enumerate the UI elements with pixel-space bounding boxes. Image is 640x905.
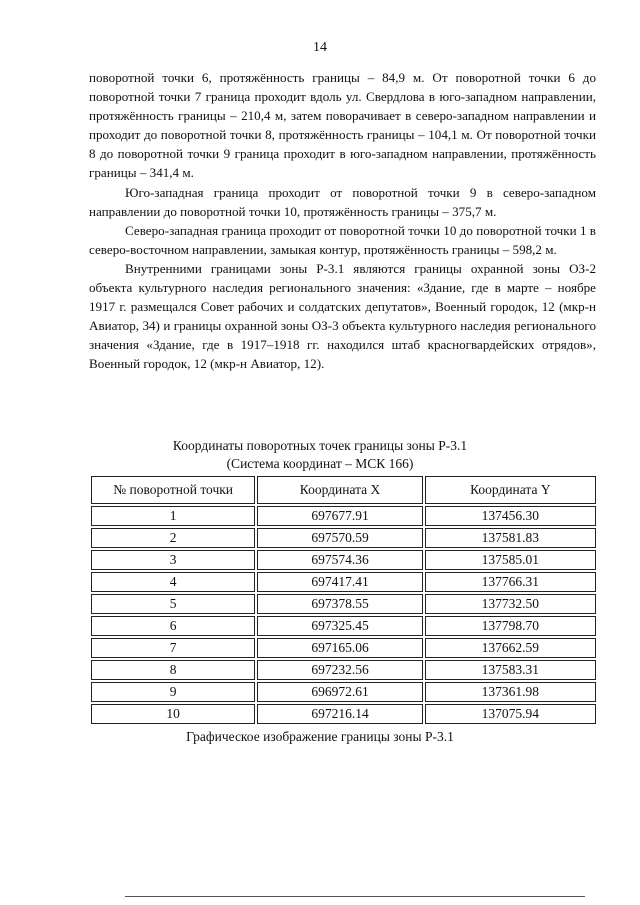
cell-coordinate-x: 697165.06 [257, 638, 422, 658]
cell-coordinate-y: 137075.94 [425, 704, 596, 724]
cell-coordinate-y: 137583.31 [425, 660, 596, 680]
page-number: 14 [313, 40, 327, 55]
table-caption-title: Координаты поворотных точек границы зоны Р-3.1 [172, 438, 468, 453]
cell-coordinate-x: 697325.45 [257, 616, 422, 636]
body-text [89, 68, 596, 374]
table-row [91, 528, 596, 548]
table-caption-system: (Система координат – МСК 166) [226, 456, 414, 471]
cell-coordinate-x: 697574.36 [257, 550, 422, 570]
cell-coordinate-x: 697232.56 [257, 660, 422, 680]
cell-coordinate-x: 697570.59 [257, 528, 422, 548]
table-caption [0, 437, 640, 473]
cell-coordinate-x: 697216.14 [257, 704, 422, 724]
table-row [91, 506, 596, 526]
table-header-row [91, 476, 596, 504]
cell-coordinate-y: 137581.83 [425, 528, 596, 548]
cell-coordinate-x: 697417.41 [257, 572, 422, 592]
cell-point-number: 5 [91, 594, 255, 614]
paragraph-southwest-boundary: Юго-западная граница проходит от поворотной точки 9 в северо-западном направлении до поворотной точки 10, протяжённость границы – 375,7 м. [89, 184, 596, 219]
header-point-number: № поворотной точки [91, 476, 255, 504]
cell-coordinate-y: 137766.31 [425, 572, 596, 592]
table-row [91, 550, 596, 570]
paragraph-inner-boundaries: Внутренними границами зоны Р-3.1 являются границы охранной зоны ОЗ-2 объекта культурного наследия регионального значения: «Здание, где в марте – ноябре 1917 г. размещался Совет рабочих и солдатских депутатов», Военный городок, 12 (мкр-н Авиатор, 34) и границы охранной зоны ОЗ-3 объекта культурного наследия регионального значения «Здание, где в 1917–1918 гг. находился штаб красногвардейских отрядов», Военный городок, 12 (мкр-н Авиатор, 12). [89, 260, 596, 372]
cell-point-number: 1 [91, 506, 255, 526]
paragraph-northwest-boundary: Северо-западная граница проходит от поворотной точки 10 до поворотной точки 1 в северо-восточном направлении, замыкая контур, протяжённость границы – 598,2 м. [89, 222, 596, 257]
cell-coordinate-x: 697378.55 [257, 594, 422, 614]
table-row [91, 660, 596, 680]
graphic-section-title: Графическое изображение границы зоны Р-3.1 [186, 729, 454, 744]
cell-coordinate-y: 137456.30 [425, 506, 596, 526]
table-row [91, 594, 596, 614]
cell-coordinate-y: 137732.50 [425, 594, 596, 614]
cell-coordinate-y: 137662.59 [425, 638, 596, 658]
bottom-divider [125, 896, 585, 897]
header-coordinate-y: Координата Y [425, 476, 596, 504]
cell-point-number: 9 [91, 682, 255, 702]
cell-coordinate-y: 137361.98 [425, 682, 596, 702]
table-row [91, 616, 596, 636]
cell-point-number: 2 [91, 528, 255, 548]
paragraph-continuation: поворотной точки 6, протяжённость границы – 84,9 м. От поворотной точки 6 до поворотной точки 7 граница проходит вдоль ул. Свердлова в юго-западном направлении, протяжённость границы – 210,4 м, затем поворачивает в северо-западном направлении и проходит до поворотной точки 8, протяжённость границы – 104,1 м. От поворотной точки 8 до поворотной точки 9 граница проходит в юго-западном направлении, протяжённость границы – 341,4 м. [89, 70, 596, 181]
table-row [91, 682, 596, 702]
table-row [91, 572, 596, 592]
cell-coordinate-y: 137798.70 [425, 616, 596, 636]
coordinates-table [89, 474, 598, 726]
cell-coordinate-x: 697677.91 [257, 506, 422, 526]
cell-point-number: 3 [91, 550, 255, 570]
cell-point-number: 4 [91, 572, 255, 592]
cell-point-number: 7 [91, 638, 255, 658]
cell-point-number: 10 [91, 704, 255, 724]
cell-coordinate-y: 137585.01 [425, 550, 596, 570]
table-row [91, 638, 596, 658]
table-row [91, 704, 596, 724]
cell-point-number: 8 [91, 660, 255, 680]
header-coordinate-x: Координата X [257, 476, 422, 504]
cell-point-number: 6 [91, 616, 255, 636]
cell-coordinate-x: 696972.61 [257, 682, 422, 702]
